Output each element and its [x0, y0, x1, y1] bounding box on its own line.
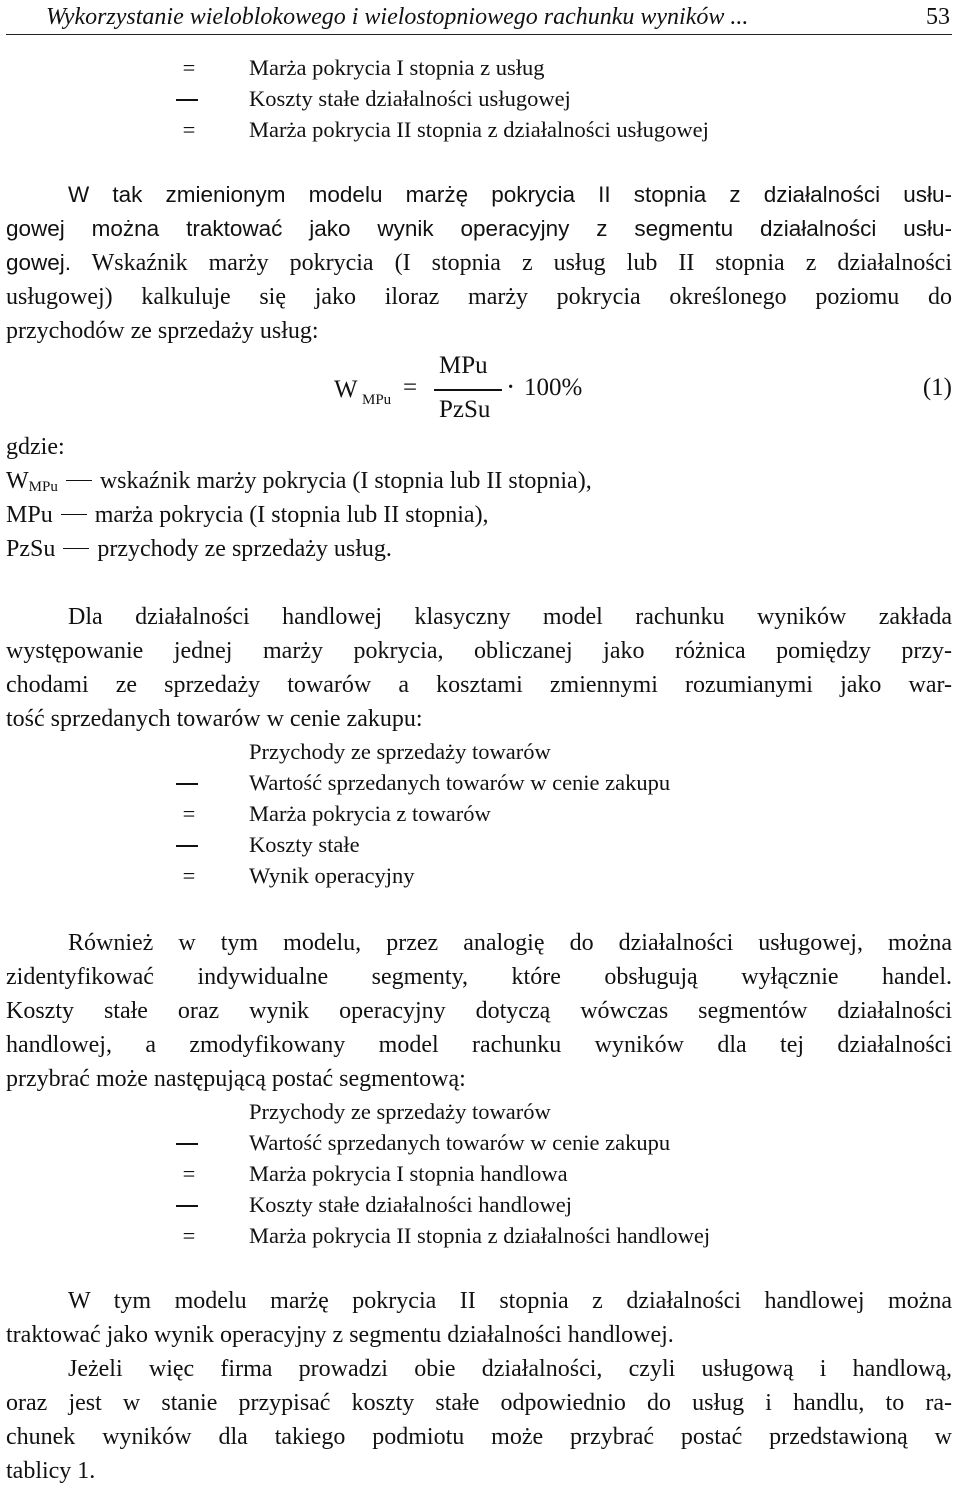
dash: [61, 514, 87, 516]
paragraph-2: Dla działalności handlowej klasyczny model rachunku wyników zakłada występowanie jednej marży pokrycia, obliczanej jako różnica pomiędzy przy- chodami ze sprzedaży towarów a kosztami zmiennymi rozumianymi jako war- tość sprzedanych towarów w cenie zakupu:: [6, 604, 952, 732]
fraction-bar: [434, 389, 502, 391]
equation-number: (1): [922, 374, 952, 401]
dash: [66, 480, 92, 482]
formula-w: W: [334, 376, 358, 403]
formula-equals: =: [403, 374, 418, 401]
header-title: Wykorzystanie wieloblokowego i wielostopniowego rachunku wyników ...: [46, 4, 749, 30]
formula-1: [6, 352, 952, 438]
paragraph-4: W tym modelu marżę pokrycia II stopnia z działalności handlowej można traktować jako wynik operacyjny z segmentu działalności handlowej.: [6, 1288, 952, 1348]
sign-equals: =: [182, 863, 196, 888]
formula-w-subscript: MPu: [362, 392, 392, 408]
formula-multiply: ·: [506, 372, 516, 403]
paragraph-5: Jeżeli więc firma prowadzi obie działalności, czyli usługową i handlową, oraz jest w stanie przypisać koszty stałe odpowiednio do usług i handlu, to ra- chunek wyników dla takiego podmiotu może przybrać postać przedstawioną w tablicy 1.: [6, 1356, 952, 1484]
definition-item: PzSu przychody ze sprzedaży usług.: [6, 536, 392, 562]
page-number: 53: [926, 4, 950, 30]
definitions-intro: gdzie:: [6, 434, 65, 460]
formula-numerator: MPu: [439, 352, 488, 379]
formula-factor: 100%: [524, 374, 583, 401]
sign-equals: =: [182, 1161, 196, 1186]
definition-item: MPu marża pokrycia (I stopnia lub II stopnia),: [6, 502, 489, 528]
dash: [63, 548, 89, 550]
sign-equals: =: [182, 117, 196, 142]
sign-equals: =: [182, 55, 196, 80]
paragraph-3: Również w tym modelu, przez analogię do działalności usługowej, można zidentyfikować indywidualne segmenty, które obsługują wyłącznie handel. Koszty stałe oraz wynik operacyjny dotyczą wówczas segmentów działalności handlowej, a zmodyfikowany model rachunku wyników dla tej działalności przybrać może następującą postać segmentową:: [6, 930, 952, 1092]
definition-item: WMPu wskaźnik marży pokrycia (I stopnia lub II stopnia),: [6, 468, 592, 495]
paragraph-1: W tak zmienionym modelu marżę pokrycia II stopnia z działalności usłu- gowej można traktować jako wynik operacyjny z segmentu działalności usłu-: [6, 182, 952, 241]
running-header: [6, 0, 952, 35]
paragraph-1b: gowej. Wskaźnik marży pokrycia (I stopnia z usług lub II stopnia z działalności usługowej) kalkuluje się jako iloraz marży pokrycia określonego poziomu do przychodów ze sprzedaży usług:: [6, 250, 952, 344]
formula-denominator: PzSu: [439, 396, 491, 423]
sign-equals: =: [182, 1223, 196, 1248]
definitions: [6, 430, 592, 566]
sign-equals: =: [182, 801, 196, 826]
